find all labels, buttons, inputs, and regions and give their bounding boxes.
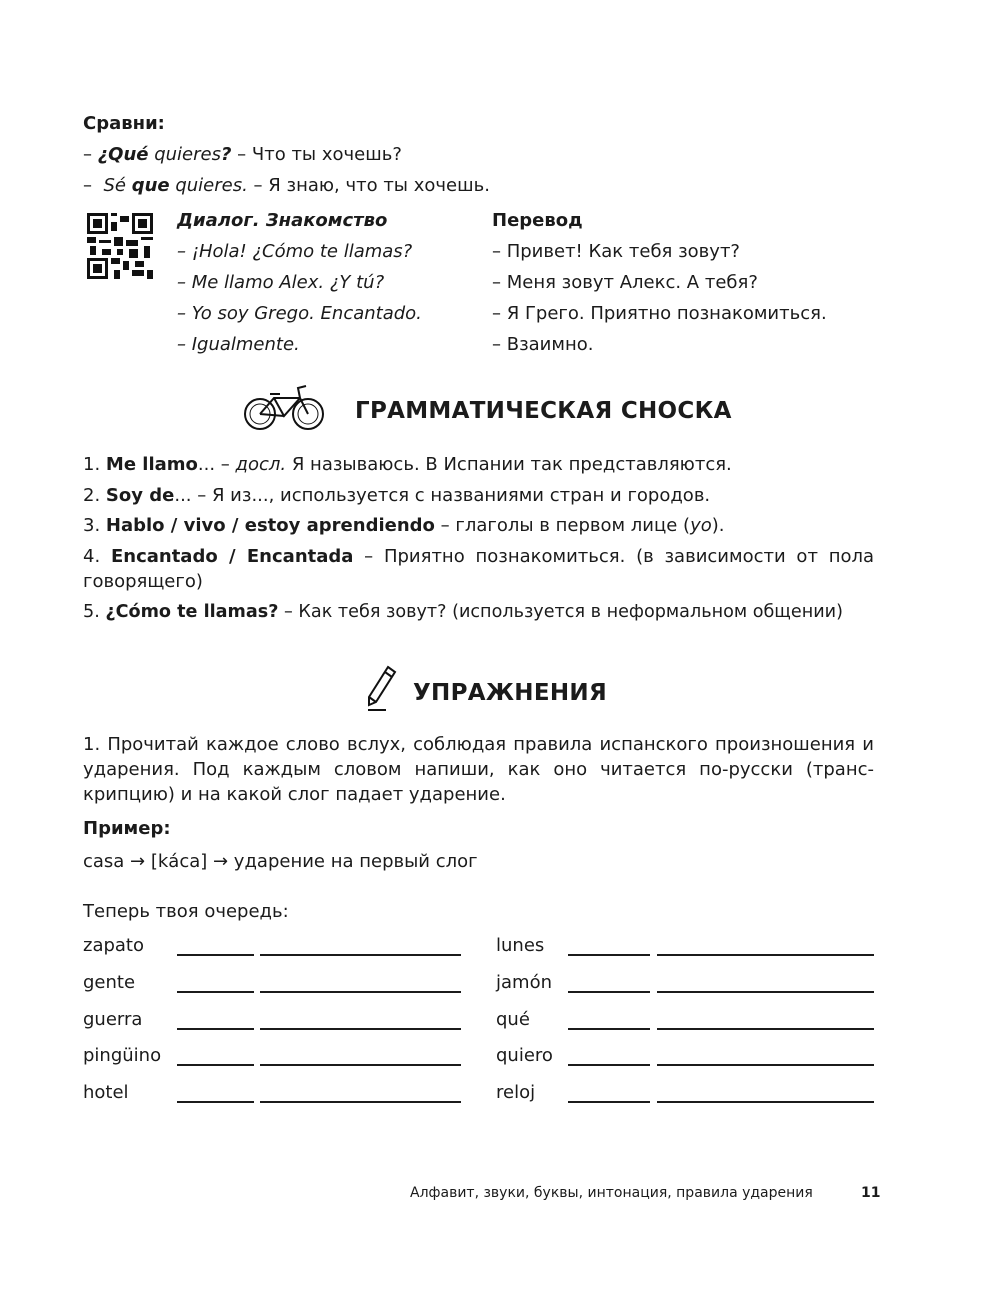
dialog-title: Диалог. Знакомство <box>177 210 388 231</box>
stress-answer-line[interactable] <box>657 954 874 956</box>
stress-answer-line[interactable] <box>260 954 461 956</box>
exercise-word: qué <box>496 1009 530 1030</box>
exercise-word: jamón <box>496 972 552 993</box>
exercises-heading: УПРАЖНЕНИЯ <box>413 680 607 706</box>
translation-line: – Я Грего. Приятно познакомиться. <box>492 303 827 324</box>
stress-answer-line[interactable] <box>657 1028 874 1030</box>
transcription-answer-line[interactable] <box>177 1064 254 1066</box>
stress-answer-line[interactable] <box>260 991 461 993</box>
translation-line: – Привет! Как тебя зовут? <box>492 241 740 262</box>
transcription-answer-line[interactable] <box>568 1028 650 1030</box>
exercise-word: zapato <box>83 935 145 956</box>
exercise-task: 1. Прочитай каждое слово вслух, соблюдая правила испанского произношения и ударения. Под каждым словом напиши, как оно читается по-русски (транскрипцию) и на какой слог падает ударение. <box>83 734 874 805</box>
stress-answer-line[interactable] <box>657 1101 874 1103</box>
transcription-answer-line[interactable] <box>177 1101 254 1103</box>
bicycle-icon <box>242 384 326 434</box>
footer-chapter: Алфавит, звуки, буквы, интонация, правила ударения <box>410 1185 813 1201</box>
translation-title: Перевод <box>492 210 583 231</box>
stress-answer-line[interactable] <box>657 991 874 993</box>
dialog-line: – ¡Hola! ¿Cómo te llamas? <box>177 241 413 262</box>
compare-line-2: – Sé que quieres. – Я знаю, что ты хочешь. <box>83 175 490 196</box>
transcription-answer-line[interactable] <box>568 1101 650 1103</box>
pencil-icon <box>364 664 398 712</box>
page-number: 11 <box>861 1185 881 1201</box>
grammar-heading: ГРАММАТИЧЕСКАЯ СНОСКА <box>355 398 732 424</box>
transcription-answer-line[interactable] <box>177 954 254 956</box>
example-label: Пример: <box>83 818 171 839</box>
transcription-answer-line[interactable] <box>568 954 650 956</box>
grammar-item: 4. Encantado / Encantada – Приятно познакомиться. (в зависимости от пола говорящего) <box>83 546 875 592</box>
dialog-line: – Yo soy Grego. Encantado. <box>177 303 422 324</box>
stress-answer-line[interactable] <box>260 1028 461 1030</box>
exercise-word: gente <box>83 972 136 993</box>
grammar-item: 5. ¿Cómo te llamas? – Как тебя зовут? (используется в неформальном общении) <box>83 602 843 622</box>
transcription-answer-line[interactable] <box>177 991 254 993</box>
compare-label: Сравни: <box>83 113 165 134</box>
dialog-line: – Igualmente. <box>177 334 300 355</box>
stress-answer-line[interactable] <box>260 1101 461 1103</box>
exercise-word: quiero <box>496 1045 553 1066</box>
grammar-item: 3. Hablo / vivo / estoy aprendiendo – глаголы в первом лице (yo). <box>83 515 725 536</box>
translation-line: – Меня зовут Алекс. А тебя? <box>492 272 758 293</box>
dialog-line: – Me llamo Alex. ¿Y tú? <box>177 272 385 293</box>
grammar-item: 1. Me llamo... – досл. Я называюсь. В Испании так представляются. <box>83 454 732 475</box>
exercise-word: reloj <box>496 1082 536 1103</box>
exercise-word: pingüino <box>83 1045 162 1066</box>
stress-answer-line[interactable] <box>260 1064 461 1066</box>
qr-code-icon[interactable] <box>87 213 153 279</box>
translation-line: – Взаимно. <box>492 334 594 355</box>
exercise-word: hotel <box>83 1082 129 1103</box>
grammar-item: 2. Soy de... – Я из..., используется с названиями стран и городов. <box>83 485 711 506</box>
example-text: casa → [kа́са] → ударение на первый слог <box>83 851 478 872</box>
transcription-answer-line[interactable] <box>568 991 650 993</box>
compare-line-1: – ¿Qué quieres? – Что ты хочешь? <box>83 144 402 165</box>
exercise-word: guerra <box>83 1009 143 1030</box>
transcription-answer-line[interactable] <box>568 1064 650 1066</box>
your-turn-label: Теперь твоя очередь: <box>83 901 289 922</box>
stress-answer-line[interactable] <box>657 1064 874 1066</box>
transcription-answer-line[interactable] <box>177 1028 254 1030</box>
exercise-word: lunes <box>496 935 545 956</box>
